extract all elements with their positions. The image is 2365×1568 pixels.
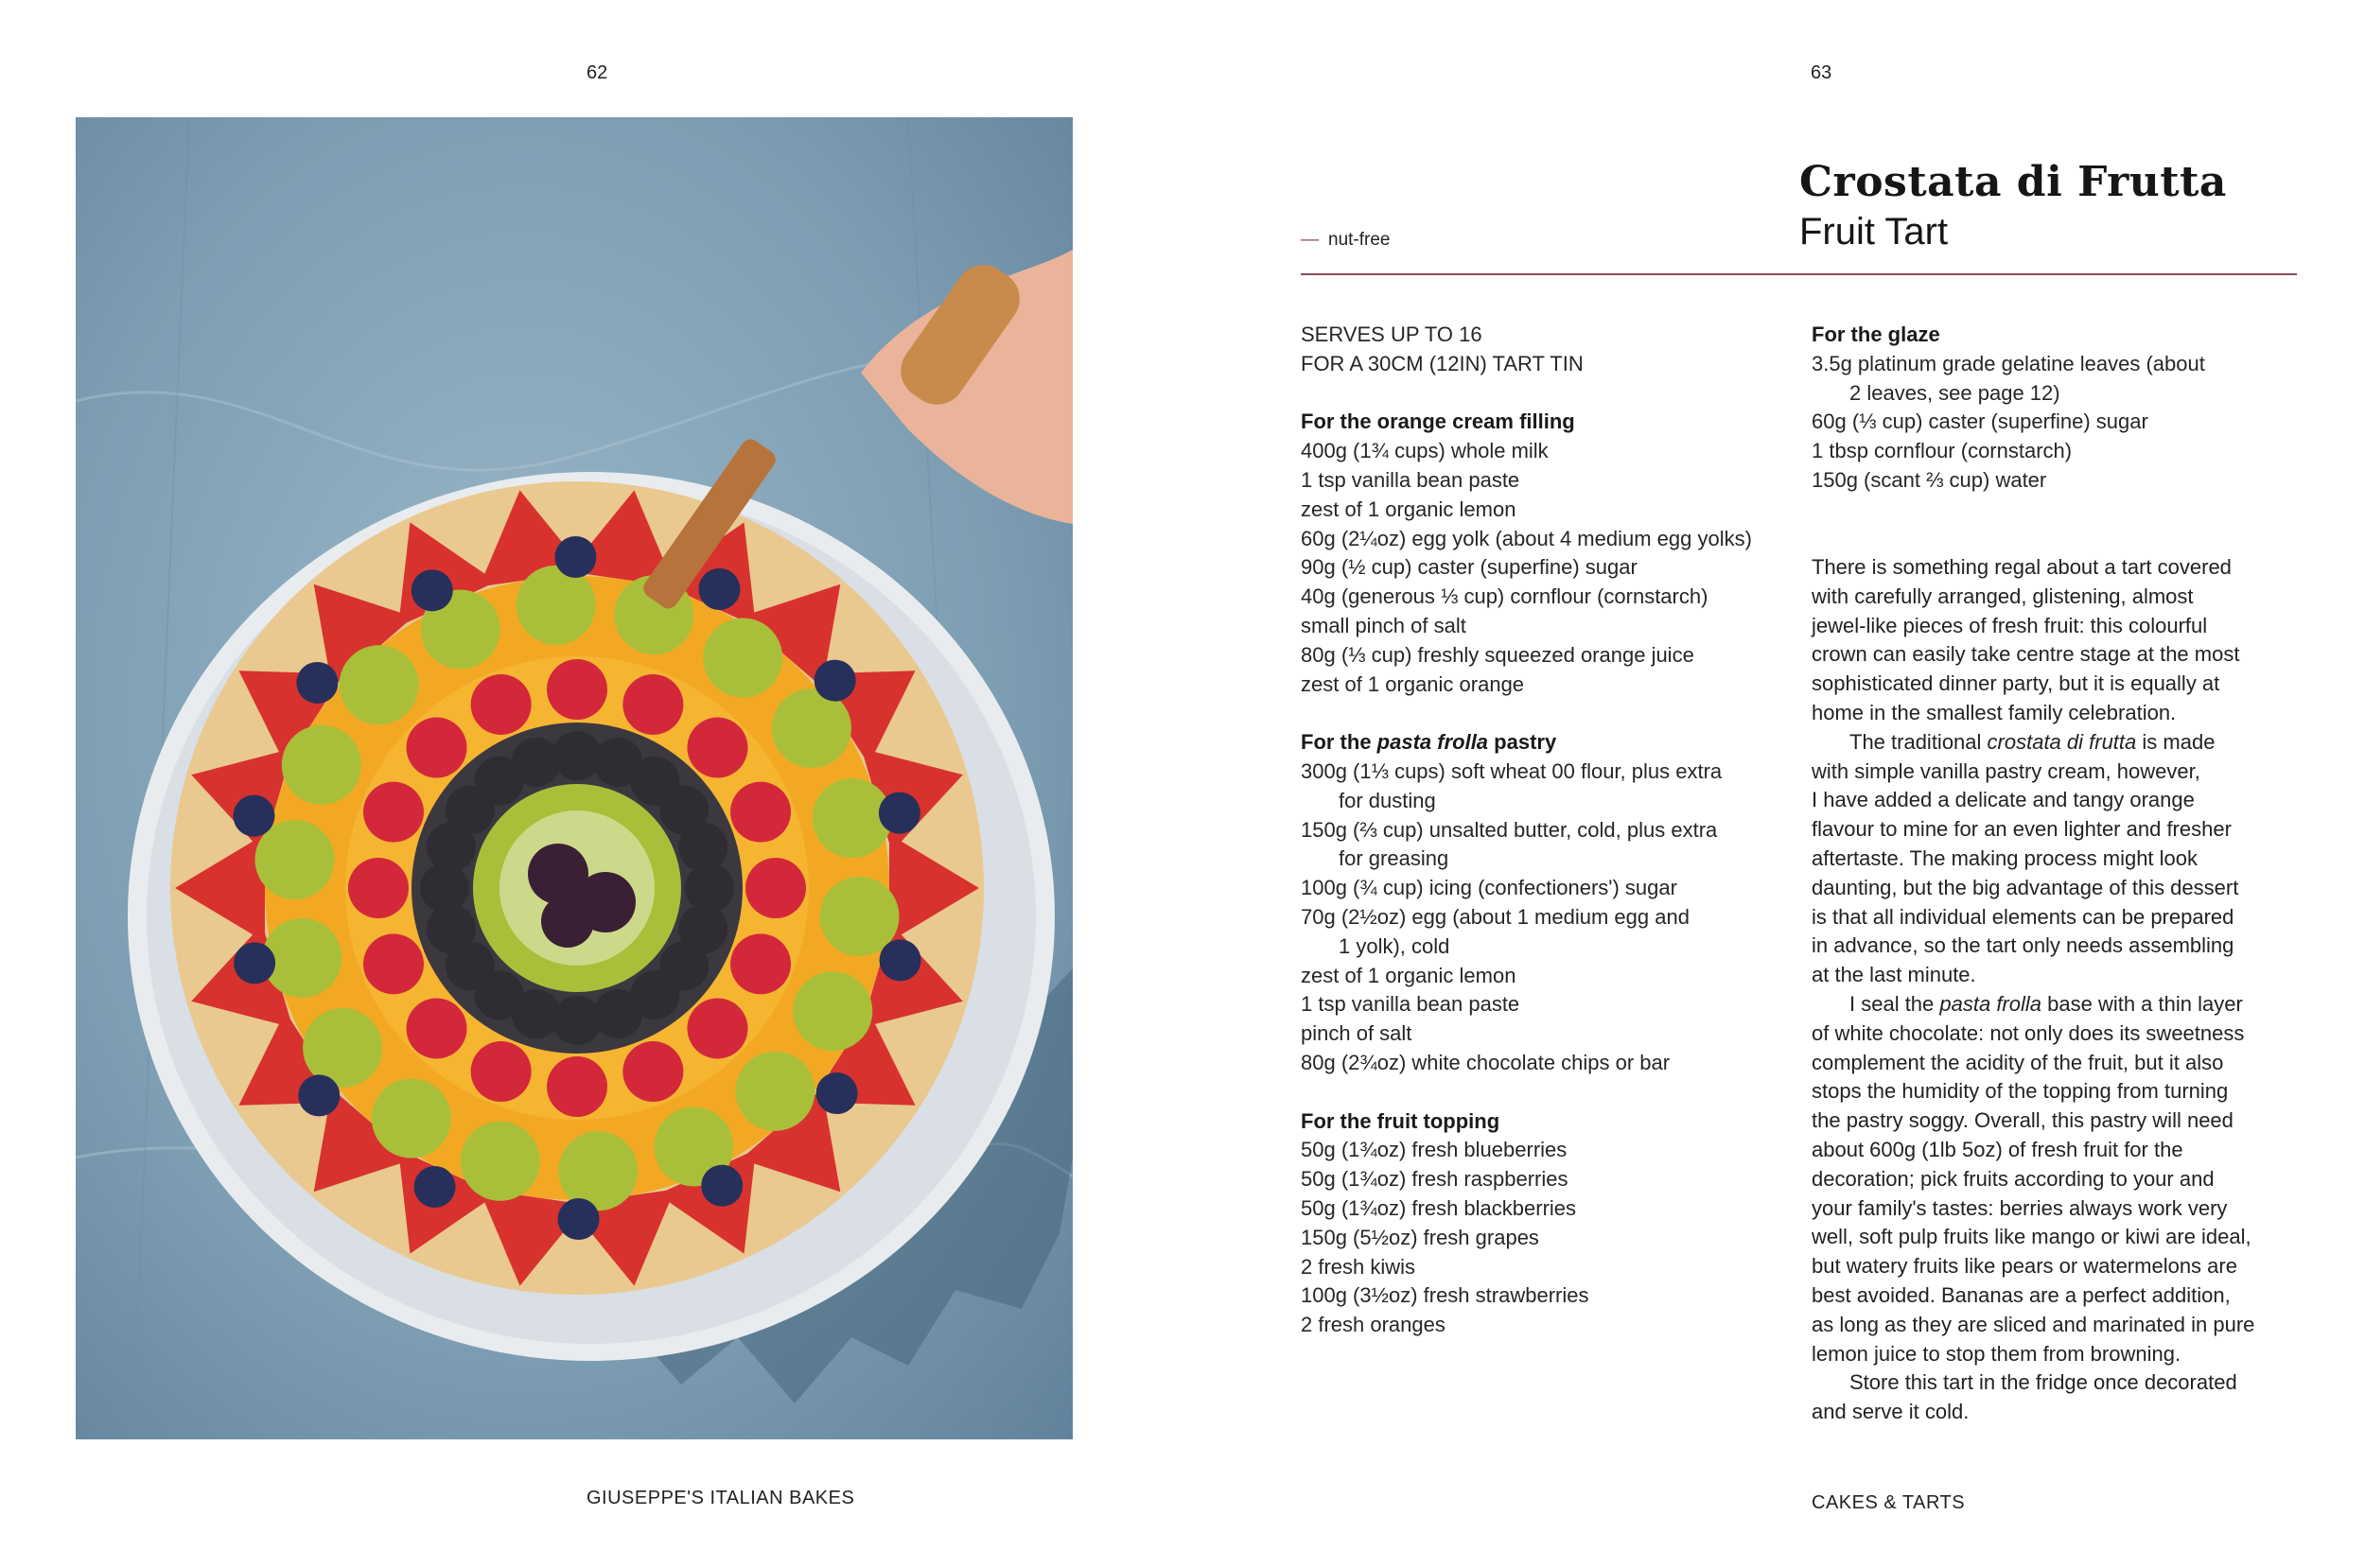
recipe-title-italian: Crostata di Frutta: [1799, 158, 2227, 206]
ingredient-item: 150g (scant ⅔ cup) water: [1812, 467, 2047, 492]
intro-line: stops the humidity of the topping from turning: [1812, 1079, 2229, 1104]
intro-em: pasta frolla: [1939, 991, 2042, 1016]
intro-line: in advance, so the tart only needs assembling: [1812, 933, 2234, 958]
ingredient-item: 40g (generous ⅓ cup) cornflour (cornstarch): [1301, 584, 1708, 609]
intro-line: best avoided. Bananas are a perfect addition,: [1812, 1282, 2231, 1307]
left-page-footer: GIUSEPPE'S ITALIAN BAKES: [587, 1488, 855, 1508]
ingredient-item: zest of 1 organic lemon: [1301, 963, 1516, 987]
intro-span: The traditional: [1849, 729, 1988, 754]
glaze-heading: For the glaze: [1812, 322, 1940, 346]
ingredient-item: 300g (1⅓ cups) soft wheat 00 flour, plus extra: [1301, 758, 1723, 783]
ingredient-item: 100g (3½oz) fresh strawberries: [1301, 1283, 1589, 1308]
ingredient-item: 80g (⅓ cup) freshly squeezed orange juice: [1301, 642, 1694, 667]
intro-span: is made: [2136, 729, 2216, 754]
ingredient-item: 50g (1¾oz) fresh blueberries: [1301, 1138, 1568, 1162]
recipe-title-english: Fruit Tart: [1799, 211, 1949, 253]
right-page-footer: CAKES & TARTS: [1812, 1492, 1966, 1513]
intro-line: Store this tart in the fridge once decorated: [1849, 1370, 2237, 1395]
ingredient-item: 1 tsp vanilla bean paste: [1301, 467, 1520, 492]
intro-line: aftertaste. The making process might look: [1812, 845, 2199, 870]
glaze-column: [1812, 321, 2304, 496]
intro-line: home in the smallest family celebration.: [1812, 700, 2177, 724]
ingredient-item-cont: for dusting: [1339, 788, 1436, 812]
intro-em: crostata di frutta: [1987, 729, 2137, 754]
intro-line: I have added a delicate and tangy orange: [1812, 788, 2195, 812]
intro-line: [1812, 728, 2304, 758]
tag-label: nut-free: [1328, 230, 1391, 250]
intro-line: lemon juice to stop them from browning.: [1812, 1341, 2181, 1366]
ingredient-item: pinch of salt: [1301, 1021, 1412, 1046]
intro-line: with simple vanilla pastry cream, however,: [1812, 758, 2200, 783]
title-rule: [1301, 273, 2297, 275]
tin-line: FOR A 30CM (12IN) TART TIN: [1301, 351, 1584, 375]
intro-line: the pastry soggy. Overall, this pastry will need: [1812, 1108, 2234, 1133]
serves-line: SERVES UP TO 16: [1301, 322, 1482, 346]
intro-text: [1812, 553, 2304, 1427]
intro-line: with carefully arranged, glistening, almost: [1812, 584, 2194, 608]
ingredient-item: 60g (⅓ cup) caster (superfine) sugar: [1812, 409, 2148, 434]
intro-line: at the last minute.: [1812, 963, 1976, 987]
ingredient-item: zest of 1 organic lemon: [1301, 497, 1516, 521]
intro-line: as long as they are sliced and marinated in pure: [1812, 1312, 2255, 1336]
ingredient-item: 3.5g platinum grade gelatine leaves (about: [1812, 351, 2205, 375]
right-page-number: 63: [1811, 62, 1832, 83]
ingredient-item: 2 fresh kiwis: [1301, 1254, 1416, 1279]
ingredient-item: 2 fresh oranges: [1301, 1313, 1445, 1337]
diet-tag: [1301, 230, 1390, 251]
ingredient-item: 1 tsp vanilla bean paste: [1301, 992, 1520, 1017]
intro-line: [1812, 990, 2304, 1019]
intro-line: complement the acidity of the fruit, but it also: [1812, 1050, 2224, 1074]
left-page-number: 62: [587, 62, 608, 83]
topping-heading: For the fruit topping: [1301, 1108, 1500, 1133]
ingredient-item: 60g (2¼oz) egg yolk (about 4 medium egg yolks): [1301, 526, 1752, 550]
intro-line: well, soft pulp fruits like mango or kiwi are ideal,: [1812, 1225, 2251, 1249]
ingredient-item: 80g (2¾oz) white chocolate chips or bar: [1301, 1050, 1671, 1074]
pastry-heading: [1301, 728, 1793, 758]
intro-span: I seal the: [1849, 991, 1940, 1016]
pastry-heading-pre: For the: [1301, 730, 1377, 755]
ingredient-item: 1 tbsp cornflour (cornstarch): [1812, 439, 2073, 463]
intro-line: your family's tastes: berries always work very: [1812, 1195, 2228, 1220]
intro-line: decoration; pick fruits according to your and: [1812, 1166, 2215, 1191]
intro-line: sophisticated dinner party, but it is equally at: [1812, 671, 2220, 696]
ingredients-column-left: [1301, 321, 1793, 1340]
intro-line: about 600g (1lb 5oz) of fresh fruit for the: [1812, 1137, 2183, 1161]
ingredient-item: small pinch of salt: [1301, 613, 1466, 637]
ingredient-item: 100g (¾ cup) icing (confectioners') sugar: [1301, 876, 1677, 900]
ingredient-item-cont: 2 leaves, see page 12): [1849, 380, 2060, 405]
intro-line: is that all individual elements can be prepared: [1812, 904, 2234, 929]
intro-line: but watery fruits like pears or watermelons are: [1812, 1254, 2237, 1279]
intro-line: There is something regal about a tart covered: [1812, 555, 2232, 579]
intro-span: base with a thin layer: [2041, 991, 2243, 1016]
intro-line: crown can easily take centre stage at the most: [1812, 642, 2240, 667]
filling-heading: For the orange cream filling: [1301, 409, 1575, 434]
ingredient-item: 50g (1¾oz) fresh raspberries: [1301, 1167, 1568, 1192]
ingredient-item: 90g (½ cup) caster (superfine) sugar: [1301, 555, 1638, 580]
ingredient-item: 70g (2½oz) egg (about 1 medium egg and: [1301, 904, 1690, 929]
fruit-tart-photo: [76, 117, 1073, 1439]
pastry-heading-post: pastry: [1488, 730, 1557, 755]
ingredient-item: zest of 1 organic orange: [1301, 671, 1525, 696]
intro-line: flavour to mine for an even lighter and fresher: [1812, 817, 2232, 842]
intro-line: and serve it cold.: [1812, 1400, 1970, 1424]
ingredient-item: 50g (1¾oz) fresh blackberries: [1301, 1195, 1577, 1220]
ingredient-item: 400g (1¾ cups) whole milk: [1301, 439, 1549, 463]
ingredient-item: 150g (⅔ cup) unsalted butter, cold, plus extra: [1301, 817, 1718, 842]
intro-line: daunting, but the big advantage of this dessert: [1812, 875, 2239, 899]
intro-line: jewel-like pieces of fresh fruit: this colourful: [1812, 613, 2208, 637]
tag-dash: —: [1301, 230, 1319, 250]
intro-line: of white chocolate: not only does its sweetness: [1812, 1020, 2245, 1045]
ingredient-item-cont: 1 yolk), cold: [1339, 933, 1450, 958]
ingredient-item-cont: for greasing: [1339, 846, 1449, 871]
pastry-heading-em: pasta frolla: [1376, 730, 1489, 755]
ingredient-item: 150g (5½oz) fresh grapes: [1301, 1225, 1539, 1249]
